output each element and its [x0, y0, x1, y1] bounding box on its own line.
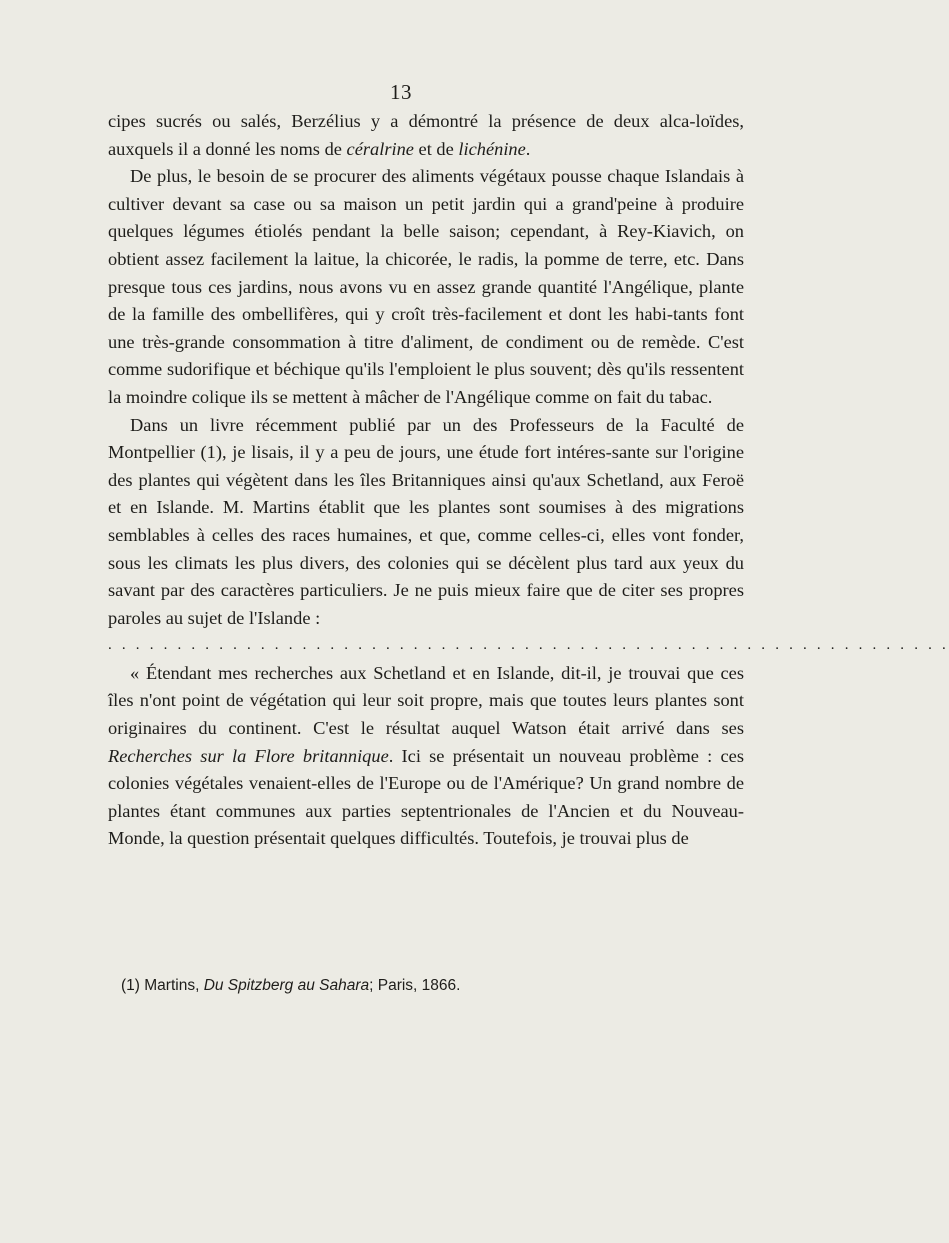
footnote-book-title: Du Spitzberg au Sahara	[203, 977, 370, 994]
quotation-text: « Étendant mes recherches aux Schetland et en Islande, dit-il, je trouvai que ces îles n'ont point de végétation qui leur soit propre, mais que toutes leurs plantes sont originaires du continent. C'est le résultat auquel Watson était arrivé dans ses	[108, 662, 744, 739]
page-number: 13	[390, 80, 412, 104]
footnote-publication: ; Paris, 1866.	[369, 977, 461, 994]
book-title-watson: Recherches sur la Flore britannique	[108, 745, 389, 766]
paragraph-1-end: .	[525, 138, 531, 159]
paragraph-1-middle: et de	[413, 138, 459, 159]
body-text	[108, 108, 949, 853]
ellipsis-line: . . . . . . . . . . . . . . . . . . . . . . . . . . . . . . . . . . . . . . . . . . . . . . . . . . . . . . . . . . . . .	[108, 637, 949, 654]
footnote-marker: (1) Martins,	[121, 977, 204, 994]
paragraph-1	[108, 108, 744, 163]
quotation-text-end: . Ici se présentait un nouveau problème : ces colonies végétales venaient-elles de l'Europe ou de l'Amérique? Un grand nombre de plantes étant communes aux parties septentrionales de l'Ancien et du Nouveau-Monde, la question présentait quelques difficultés. Toutefois, je trouvai plus de	[108, 745, 744, 849]
footnote	[121, 976, 741, 996]
paragraph-2: De plus, le besoin de se procurer des aliments végétaux pousse chaque Islandais à cultiver devant sa case ou sa maison un petit jardin qui a grand'peine à produire quelques légumes étiolés pendant la belle saison; cependant, à Rey-Kiavich, on obtient assez facilement la laitue, la chicorée, le radis, la pomme de terre, etc. Dans presque tous ces jardins, nous avons vu en assez grande quantité l'Angélique, plante de la famille des ombellifères, qui y croît très-facilement et dont les habi-tants font une très-grande consommation à titre d'aliment, de condiment ou de remède. C'est comme sudorifique et béchique qu'ils l'emploient le plus souvent; dès qu'ils ressentent la moindre colique ils se mettent à mâcher de l'Angélique comme on fait du tabac.	[108, 166, 744, 407]
term-ceratrine: céralrine	[346, 138, 414, 159]
term-lichenine: lichénine	[458, 138, 526, 159]
paragraph-3: Dans un livre récemment publié par un des Professeurs de la Faculté de Montpellier (1), je lisais, il y a peu de jours, une étude fort intéres-sante sur l'origine des plantes qui végètent dans les îles Britanniques ainsi qu'aux Schetland, aux Feroë et en Islande. M. Martins établit que les plantes sont soumises à des migrations semblables à celles des races humaines, et que, comme celles-ci, elles vont fonder, sous les climats les plus divers, des colonies qui se décèlent plus tard aux yeux du savant par des caractères particuliers. Je ne puis mieux faire que de citer ses propres paroles au sujet de l'Islande :	[108, 414, 744, 628]
paragraph-1-text: cipes sucrés ou salés, Berzélius y a démontré la présence de deux alca-loïdes, auxquels il a donné les noms de	[108, 111, 744, 159]
quotation-paragraph	[108, 660, 744, 853]
